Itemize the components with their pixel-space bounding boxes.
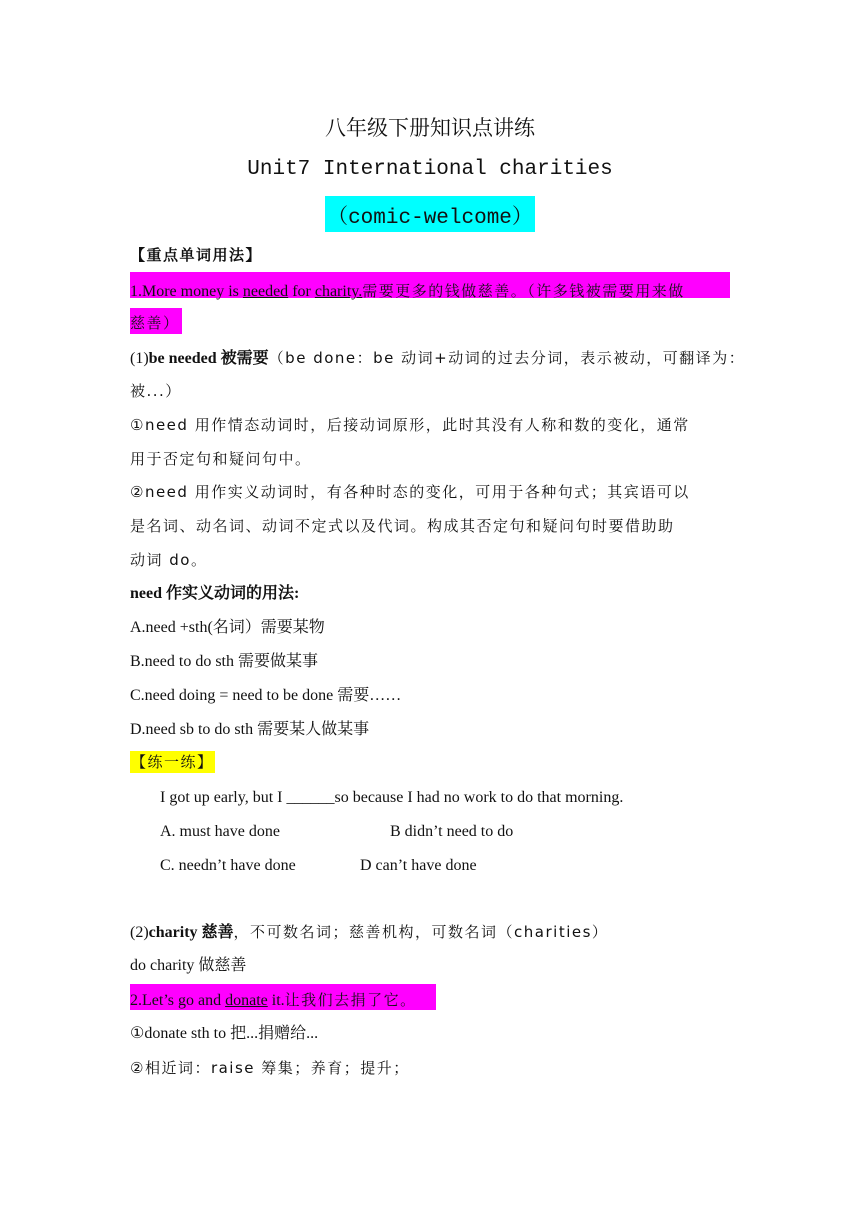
p3-line1: ②need 用作实义动词时，有各种时态的变化，可用于各种句式；其宾语可以	[130, 483, 690, 501]
p1-line2: 被...）	[130, 382, 182, 400]
exercise-option-a: A. must have done	[160, 823, 280, 840]
usage-a: A.need +sth(名词）需要某物	[130, 619, 325, 636]
item1-part-a: 1.More money is	[130, 283, 243, 300]
item1-line2: 慈善）	[130, 314, 180, 332]
p1-explanation: （be done：be 动词+动词的过去分词，表示被动，可翻译为：	[268, 349, 746, 367]
p5-line: ①donate sth to 把...捐赠给...	[130, 1025, 319, 1042]
doc-title-en: Unit7 International charities	[247, 158, 613, 181]
p4-line1	[130, 921, 730, 944]
section-heading: 【重点单词用法】	[130, 246, 263, 264]
usage-d: D.need sb to do sth 需要某人做某事	[130, 721, 370, 738]
item1-charity: charity.	[314, 283, 363, 300]
item1-part-c: for	[288, 283, 315, 300]
item1-needed: needed	[242, 283, 289, 300]
p1-num: (1)	[130, 350, 149, 367]
p4-num: (2)	[130, 924, 149, 941]
practice-heading: 【练一练】	[131, 753, 214, 771]
p4-explanation: ，不可数名词；慈善机构，可数名词（charities）	[233, 923, 609, 941]
p4-term: charity 慈善	[148, 924, 234, 941]
exercise-option-d: D can’t have done	[360, 857, 477, 874]
p2-line1: ①need 用作情态动词时，后接动词原形，此时其没有人称和数的变化，通常	[130, 416, 690, 434]
p3-line2: 是名词、动名词、动词不定式以及代词。构成其否定句和疑问句时要借助助	[130, 517, 675, 535]
item2-part-a: 2.Let’s go and	[130, 992, 226, 1009]
usage-heading: need 作实义动词的用法:	[130, 585, 300, 602]
usage-b: B.need to do sth 需要做某事	[130, 653, 318, 670]
p1-term: be needed 被需要	[148, 350, 269, 367]
doc-subtitle-wrap	[0, 196, 860, 232]
doc-title-cn: 八年级下册知识点讲练	[325, 116, 535, 140]
p4-line2: do charity 做慈善	[130, 957, 247, 974]
p3-line3: 动词 do。	[130, 551, 208, 569]
item2-line	[130, 989, 730, 1012]
item1-line1	[130, 280, 730, 303]
p6-line: ②相近词：raise 筹集；养育；提升；	[130, 1059, 410, 1077]
doc-subtitle: （comic-welcome）	[325, 196, 535, 232]
practice-heading-row	[130, 751, 730, 774]
p1-line1	[130, 347, 746, 370]
item2-part-c: it.	[267, 992, 285, 1009]
usage-c: C.need doing = need to be done 需要……	[130, 687, 402, 704]
item2-donate: donate	[225, 992, 268, 1009]
exercise-question: I got up early, but I ______so because I had no work to do that morning.	[160, 789, 624, 806]
item2-translation: 让我们去捐了它。	[284, 991, 417, 1009]
exercise-option-c: C. needn’t have done	[160, 857, 296, 874]
p2-line2: 用于否定句和疑问句中。	[130, 450, 312, 468]
exercise-option-b: B didn’t need to do	[390, 823, 514, 840]
item1-translation: 需要更多的钱做慈善。（许多钱被需要用来做	[362, 282, 685, 300]
